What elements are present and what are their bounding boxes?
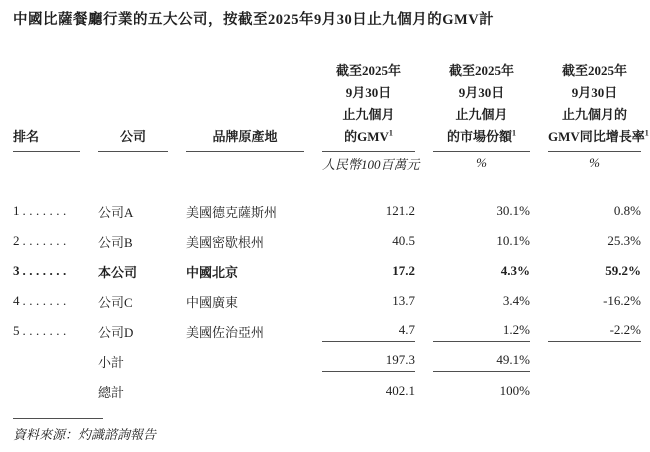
share-cell: 10.1% <box>496 233 530 248</box>
column-header-company-label: 公司 <box>119 129 146 144</box>
header-growth-line2: 9月30日 <box>571 85 618 100</box>
growth-cell: -16.2% <box>603 293 641 308</box>
share-cell: 3.4% <box>502 293 530 308</box>
table-row <box>0 196 650 226</box>
origin-cell: 美國德克薩斯州 <box>186 204 278 220</box>
header-gmv-line1: 截至2025年 <box>335 63 401 78</box>
growth-cell: -2.2% <box>548 319 641 342</box>
leader-dots: ....... <box>22 233 70 248</box>
subtotal-row <box>0 346 650 376</box>
leader-dots: ....... <box>22 263 70 278</box>
origin-cell: 美國佐治亞州 <box>186 324 265 340</box>
column-header-rank <box>13 60 80 152</box>
leader-dots: ....... <box>22 203 70 218</box>
table-body <box>0 196 650 406</box>
unit-growth: % <box>589 155 600 170</box>
table-row <box>0 316 650 346</box>
gmv-cell: 13.7 <box>392 293 415 308</box>
rank-number: 4 <box>13 293 20 308</box>
table-row <box>0 226 650 256</box>
column-header-growth <box>548 60 649 152</box>
header-gmv-line4 <box>322 126 415 148</box>
company-cell: 公司A <box>98 204 134 220</box>
header-share-line2: 9月30日 <box>458 85 505 100</box>
leader-dots: ....... <box>22 293 70 308</box>
rank-number: 2 <box>13 233 20 248</box>
column-header-gmv <box>322 60 415 152</box>
leader-dots: ....... <box>22 323 70 338</box>
total-gmv: 402.1 <box>385 383 415 398</box>
header-growth-line4 <box>548 126 649 148</box>
column-header-company <box>98 60 168 152</box>
column-header-origin <box>186 60 304 152</box>
share-cell: 4.3% <box>500 263 530 278</box>
footnote-marker: 1 <box>388 128 393 138</box>
origin-cell: 中國北京 <box>186 264 239 280</box>
units-row <box>0 150 641 176</box>
rank-number: 3 <box>13 263 20 278</box>
unit-gmv: 人民幣100百萬元 <box>322 156 420 172</box>
header-growth-line4-text: GMV同比增長率 <box>548 129 645 144</box>
rank-cell <box>13 293 80 309</box>
origin-cell: 美國密歇根州 <box>186 234 265 250</box>
subtotal-share: 49.1% <box>433 349 530 372</box>
column-header-share <box>433 60 530 152</box>
column-header-origin-label: 品牌原產地 <box>212 129 278 144</box>
gmv-cell: 40.5 <box>392 233 415 248</box>
rank-number: 5 <box>13 323 20 338</box>
header-growth-line3: 止九個月的 <box>561 107 627 122</box>
total-share: 100% <box>499 383 530 398</box>
source-text: 資料來源：灼識諮詢報告 <box>13 427 157 442</box>
gmv-cell: 121.2 <box>385 203 415 218</box>
gmv-cell: 17.2 <box>392 263 415 278</box>
header-gmv-line2: 9月30日 <box>345 85 392 100</box>
unit-share: % <box>476 155 487 170</box>
page-title: 中國比薩餐廳行業的五大公司，按截至2025年9月30日止九個月的GMV計 <box>13 12 495 28</box>
company-cell: 公司D <box>98 324 134 340</box>
table-row <box>0 256 650 286</box>
rank-cell <box>13 233 80 249</box>
growth-cell: 59.2% <box>605 263 641 278</box>
column-header-rank-label: 排名 <box>13 129 40 144</box>
table-row <box>0 286 650 316</box>
header-share-line3: 止九個月 <box>455 107 508 122</box>
gmv-cell: 4.7 <box>322 319 415 342</box>
header-growth-line1: 截至2025年 <box>561 63 627 78</box>
company-cell: 公司B <box>98 234 133 250</box>
header-share-line1: 截至2025年 <box>448 63 514 78</box>
subtotal-gmv: 197.3 <box>322 349 415 372</box>
subtotal-label: 小計 <box>98 354 125 370</box>
growth-cell: 0.8% <box>613 203 641 218</box>
footnote-marker: 1 <box>512 128 516 138</box>
source-footer <box>13 418 156 443</box>
footnote-marker: 1 <box>644 128 649 138</box>
total-label: 總計 <box>98 384 125 400</box>
company-cell: 本公司 <box>98 264 138 280</box>
source-divider <box>13 418 103 419</box>
company-cell: 公司C <box>98 294 133 310</box>
table-header <box>0 60 649 152</box>
header-share-line4 <box>433 126 530 148</box>
header-gmv-line4-text: 的GMV <box>344 129 389 144</box>
header-share-line4-text: 的市場份額 <box>446 129 512 144</box>
rank-cell <box>13 323 80 339</box>
origin-cell: 中國廣東 <box>186 294 239 310</box>
share-cell: 30.1% <box>496 203 530 218</box>
rank-cell <box>13 203 80 219</box>
rank-number: 1 <box>13 203 20 218</box>
share-cell: 1.2% <box>433 319 530 342</box>
growth-cell: 25.3% <box>607 233 641 248</box>
rank-cell <box>13 263 80 279</box>
header-gmv-line3: 止九個月 <box>342 107 395 122</box>
total-row <box>0 376 650 406</box>
